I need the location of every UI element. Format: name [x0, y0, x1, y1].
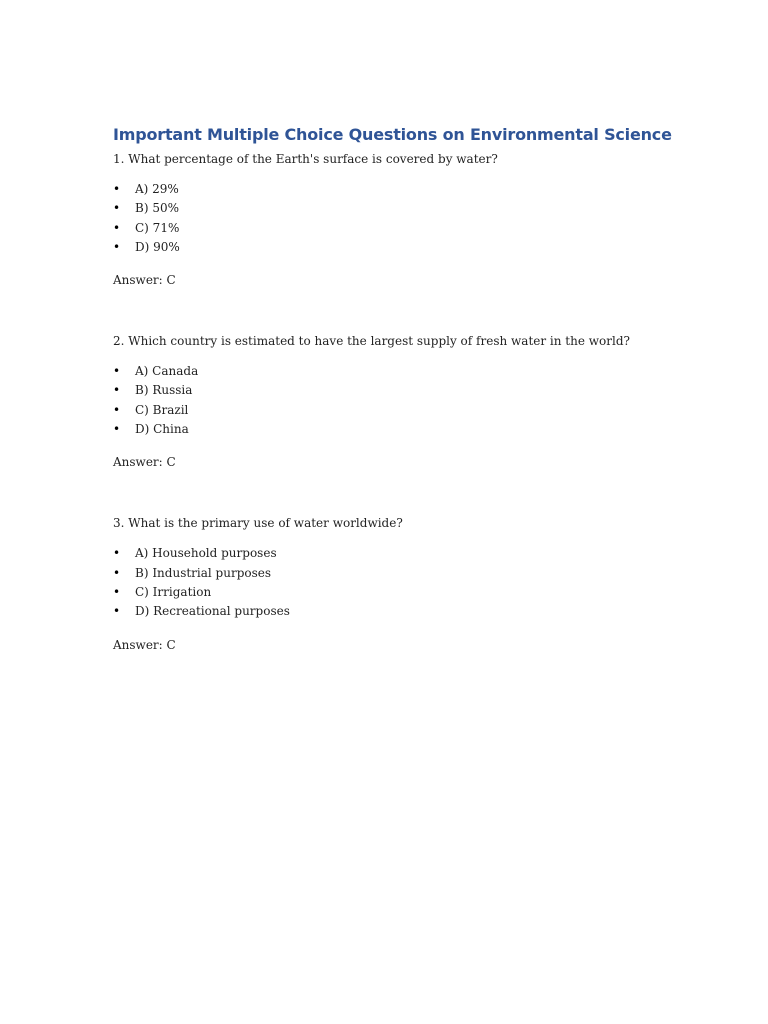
- list-item: [113, 199, 713, 218]
- bullet-icon: •: [113, 402, 121, 417]
- bullet-icon: •: [113, 383, 121, 398]
- answer-text: Answer: C: [113, 273, 176, 288]
- document-content: [113, 124, 713, 654]
- bullet-icon: •: [113, 239, 121, 254]
- option-label: A) Canada: [135, 364, 199, 379]
- question-3: [113, 514, 713, 653]
- option-label: C) 71%: [135, 220, 180, 235]
- list-item: [113, 564, 713, 583]
- option-label: B) 50%: [135, 201, 179, 216]
- option-label: D) China: [135, 422, 189, 437]
- list-item: [113, 381, 713, 400]
- question-2: [113, 332, 713, 471]
- bullet-icon: •: [113, 182, 121, 196]
- bullet-icon: •: [113, 584, 121, 599]
- list-item: [113, 602, 713, 621]
- bullet-icon: •: [113, 422, 121, 437]
- option-label: D) Recreational purposes: [135, 604, 290, 619]
- answer-text: Answer: C: [113, 637, 176, 652]
- bullet-icon: •: [113, 565, 121, 580]
- option-label: A) 29%: [135, 182, 179, 196]
- option-list: [113, 362, 713, 439]
- list-item: [113, 420, 713, 439]
- list-item: [113, 401, 713, 420]
- list-item: [113, 362, 713, 381]
- list-item: [113, 544, 713, 563]
- list-item: [113, 238, 713, 257]
- option-label: C) Brazil: [135, 402, 189, 417]
- option-list: [113, 180, 713, 257]
- option-label: B) Industrial purposes: [135, 565, 272, 580]
- bullet-icon: •: [113, 546, 121, 561]
- answer-text: Answer: C: [113, 455, 176, 470]
- option-label: C) Irrigation: [135, 584, 212, 599]
- bullet-icon: •: [113, 364, 121, 379]
- question-text: 1. What percentage of the Earth's surface is covered by water?: [113, 152, 498, 166]
- option-list: [113, 544, 713, 621]
- question-text: 3. What is the primary use of water worldwide?: [113, 516, 403, 531]
- question-text: 2. Which country is estimated to have the largest supply of fresh water in the world?: [113, 334, 630, 349]
- bullet-icon: •: [113, 604, 121, 619]
- document-title: Important Multiple Choice Questions on Environmental Science: [113, 125, 672, 144]
- bullet-icon: •: [113, 220, 121, 235]
- option-label: B) Russia: [135, 383, 193, 398]
- list-item: [113, 583, 713, 602]
- option-label: D) 90%: [135, 239, 180, 254]
- option-label: A) Household purposes: [135, 546, 277, 561]
- list-item: [113, 180, 713, 199]
- question-1: [113, 150, 713, 289]
- list-item: [113, 219, 713, 238]
- bullet-icon: •: [113, 201, 121, 216]
